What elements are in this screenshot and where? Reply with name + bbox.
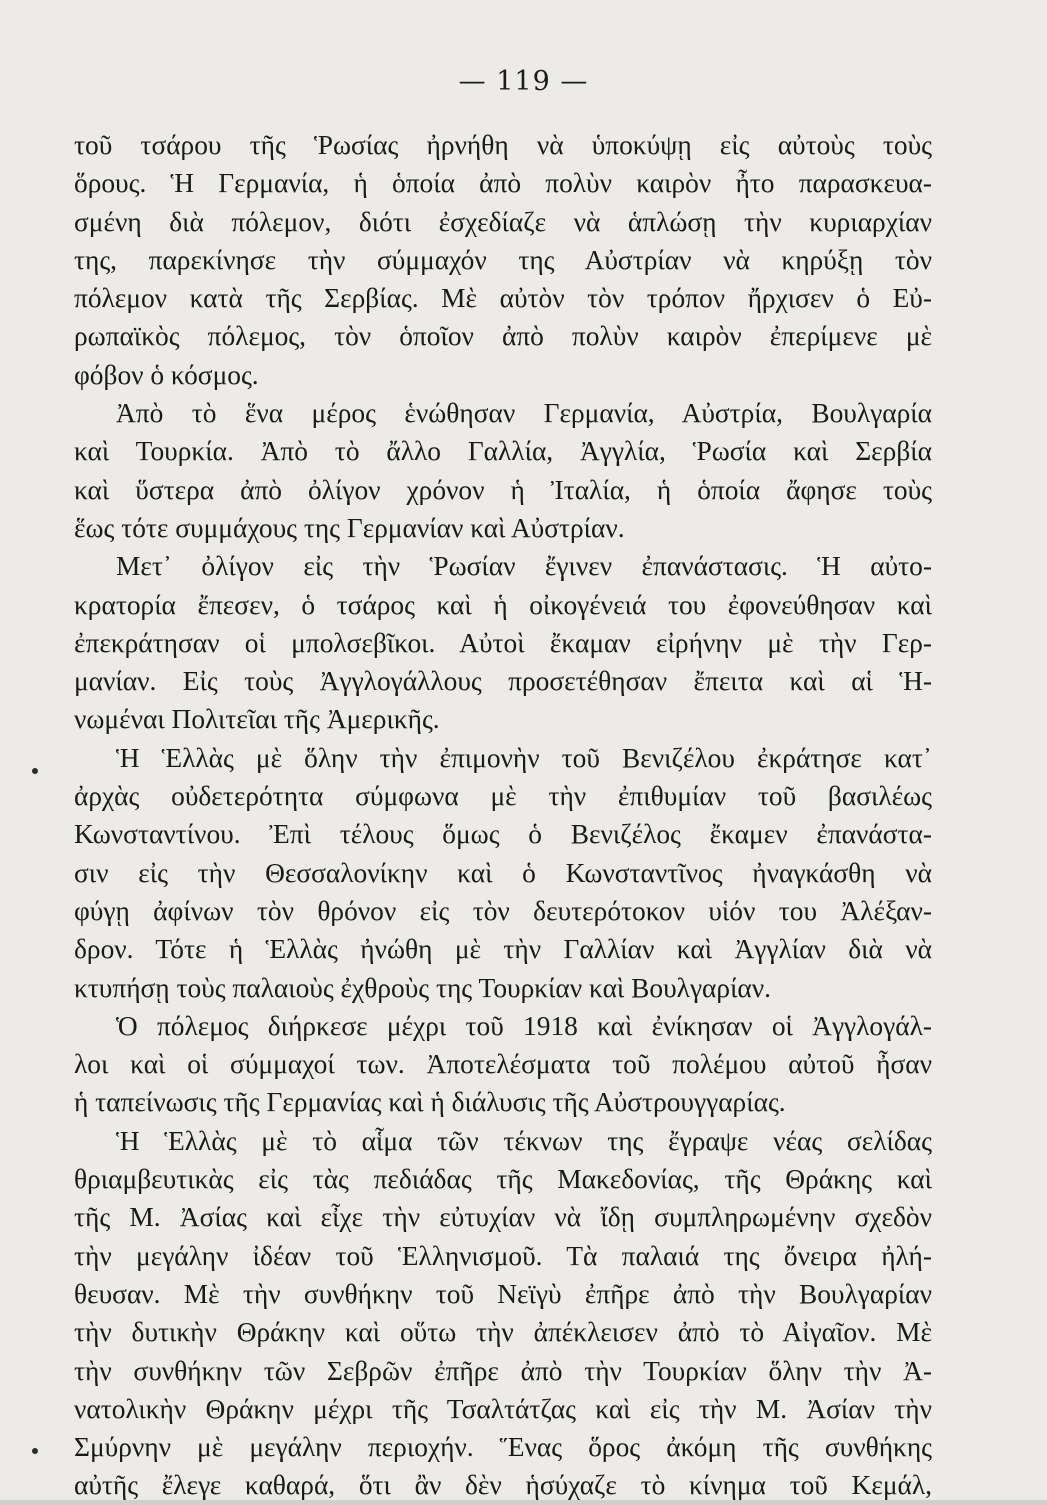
text-line: Κωνσταντίνου. Ἐπὶ τέλους ὅμως ὁ Βενιζέλος ἔκαμεν ἐπανάστα-: [74, 819, 932, 850]
text-line: πόλεμον κατὰ τῆς Σερβίας. Μὲ αὐτὸν τὸν τρόπον ἤρχισεν ὁ Εὐ-: [74, 283, 932, 314]
text-line: τὴν συνθήκην τῶν Σεβρῶν ἐπῆρε ἀπὸ τὴν Τουρκίαν ὅλην τὴν Ἀ-: [74, 1355, 932, 1386]
text-line: της, παρεκίνησε τὴν σύμμαχόν της Αὐστρίαν νὰ κηρύξῃ τὸν: [74, 244, 932, 275]
text-line: Ἀπὸ τὸ ἕνα μέρος ἑνώθησαν Γερμανία, Αὐστρία, Βουλγαρία: [116, 398, 932, 429]
text-line: δρον. Τότε ἡ Ἑλλὰς ἠνώθη μὲ τὴν Γαλλίαν καὶ Ἀγγλίαν διὰ νὰ: [74, 934, 932, 965]
page-speck: [32, 1448, 38, 1454]
body-text: [74, 126, 932, 1505]
text-line: θριαμβευτικὰς εἰς τὰς πεδιάδας τῆς Μακεδονίας, τῆς Θράκης καὶ: [74, 1164, 932, 1195]
page-number: — 119 —: [458, 66, 589, 97]
text-line: ὅρους. Ἡ Γερμανία, ἡ ὁποία ἀπὸ πολὺν καιρὸν ἦτο παρασκευα-: [74, 168, 932, 199]
text-line: ἐπεκράτησαν οἱ μπολσεβῖκοι. Αὐτοὶ ἔκαμαν εἰρήνην μὲ τὴν Γερ-: [74, 627, 932, 658]
text-line: Ὁ πόλεμος διήρκεσε μέχρι τοῦ 1918 καὶ ἐνίκησαν οἱ Ἀγγλογάλ-: [116, 1010, 932, 1041]
text-line: Ἡ Ἑλλὰς μὲ τὸ αἷμα τῶν τέκνων της ἔγραψε νέας σελίδας: [116, 1125, 932, 1156]
text-line: τὴν δυτικὴν Θράκην καὶ οὕτω τὴν ἀπέκλεισεν ἀπὸ τὸ Αἰγαῖον. Μὲ: [74, 1317, 932, 1348]
text-line: ρωπαϊκὸς πόλεμος, τὸν ὁποῖον ἀπὸ πολὺν καιρὸν ἐπερίμενε μὲ: [74, 321, 932, 352]
text-line: ἕως τότε συμμάχους της Γερμανίαν καὶ Αὐστρίαν.: [74, 512, 625, 543]
text-line: καὶ ὕστερα ἀπὸ ὀλίγον χρόνον ἡ Ἰταλία, ἡ ὁποία ἄφησε τοὺς: [74, 474, 932, 505]
text-line: νατολικὴν Θράκην μέχρι τῆς Τσαλτάτζας καὶ εἰς τὴν Μ. Ἀσίαν τὴν: [74, 1393, 932, 1424]
text-line: ἀρχὰς οὐδετερότητα σύμφωνα μὲ τὴν ἐπιθυμίαν τοῦ βασιλέως: [74, 781, 932, 812]
text-line: σμένη διὰ πόλεμον, διότι ἐσχεδίαζε νὰ ἁπλώσῃ τὴν κυριαρχίαν: [74, 206, 932, 237]
text-line: ἡ ταπείνωσις τῆς Γερμανίας καὶ ἡ διάλυσις τῆς Αὐστρουγγαρίας.: [74, 1087, 786, 1118]
text-line: φύγῃ ἀφίνων τὸν θρόνον εἰς τὸν δευτερότοκον υἱόν του Ἀλέξαν-: [74, 895, 932, 926]
text-line: κτυπήσῃ τοὺς παλαιοὺς ἐχθροὺς της Τουρκίαν καὶ Βουλγαρίαν.: [74, 972, 772, 1003]
text-line: τὴν μεγάλην ἰδέαν τοῦ Ἑλληνισμοῦ. Τὰ παλαιά της ὄνειρα ἠλή-: [74, 1240, 932, 1271]
text-line: αὐτῆς ἔλεγε καθαρά, ὅτι ἂν δὲν ἡσύχαζε τὸ κίνημα τοῦ Κεμάλ,: [74, 1470, 932, 1501]
text-line: Μετ᾽ ὀλίγον εἰς τὴν Ῥωσίαν ἔγινεν ἐπανάστασις. Ἡ αὐτο-: [116, 551, 932, 582]
text-line: τῆς Μ. Ἀσίας καὶ εἶχε τὴν εὐτυχίαν νὰ ἴδῃ συμπληρωμένην σχεδὸν: [74, 1202, 932, 1233]
text-line: καὶ Τουρκία. Ἀπὸ τὸ ἄλλο Γαλλία, Ἀγγλία, Ῥωσία καὶ Σερβία: [74, 436, 932, 467]
text-line: Ἡ Ἑλλὰς μὲ ὅλην τὴν ἐπιμονὴν τοῦ Βενιζέλου ἐκράτησε κατ᾽: [116, 742, 932, 773]
text-line: λοι καὶ οἱ σύμμαχοί των. Ἀποτελέσματα τοῦ πολέμου αὐτοῦ ἦσαν: [74, 1049, 932, 1080]
text-line: θευσαν. Μὲ τὴν συνθήκην τοῦ Νεϊγὺ ἐπῆρε ἀπὸ τὴν Βουλγαρίαν: [74, 1278, 932, 1309]
text-line: Σμύρνην μὲ μεγάλην περιοχήν. Ἕνας ὅρος ἀκόμη τῆς συνθήκης: [74, 1432, 932, 1463]
text-line: κρατορία ἔπεσεν, ὁ τσάρος καὶ ἡ οἰκογένειά του ἐφονεύθησαν καὶ: [74, 589, 932, 620]
page-speck: [32, 768, 38, 774]
text-line: νωμέναι Πολιτεῖαι τῆς Ἀμερικῆς.: [74, 704, 440, 735]
text-line: φόβον ὁ κόσμος.: [74, 359, 259, 390]
text-line: τοῦ τσάρου τῆς Ῥωσίας ἠρνήθη νὰ ὑποκύψῃ εἰς αὐτοὺς τοὺς: [74, 130, 932, 160]
text-line: σιν εἰς τὴν Θεσσαλονίκην καὶ ὁ Κωνσταντῖνος ἠναγκάσθη νὰ: [74, 857, 932, 888]
text-line: μανίαν. Εἰς τοὺς Ἀγγλογάλλους προσετέθησαν ἔπειτα καὶ αἱ Ἡ-: [74, 666, 932, 697]
